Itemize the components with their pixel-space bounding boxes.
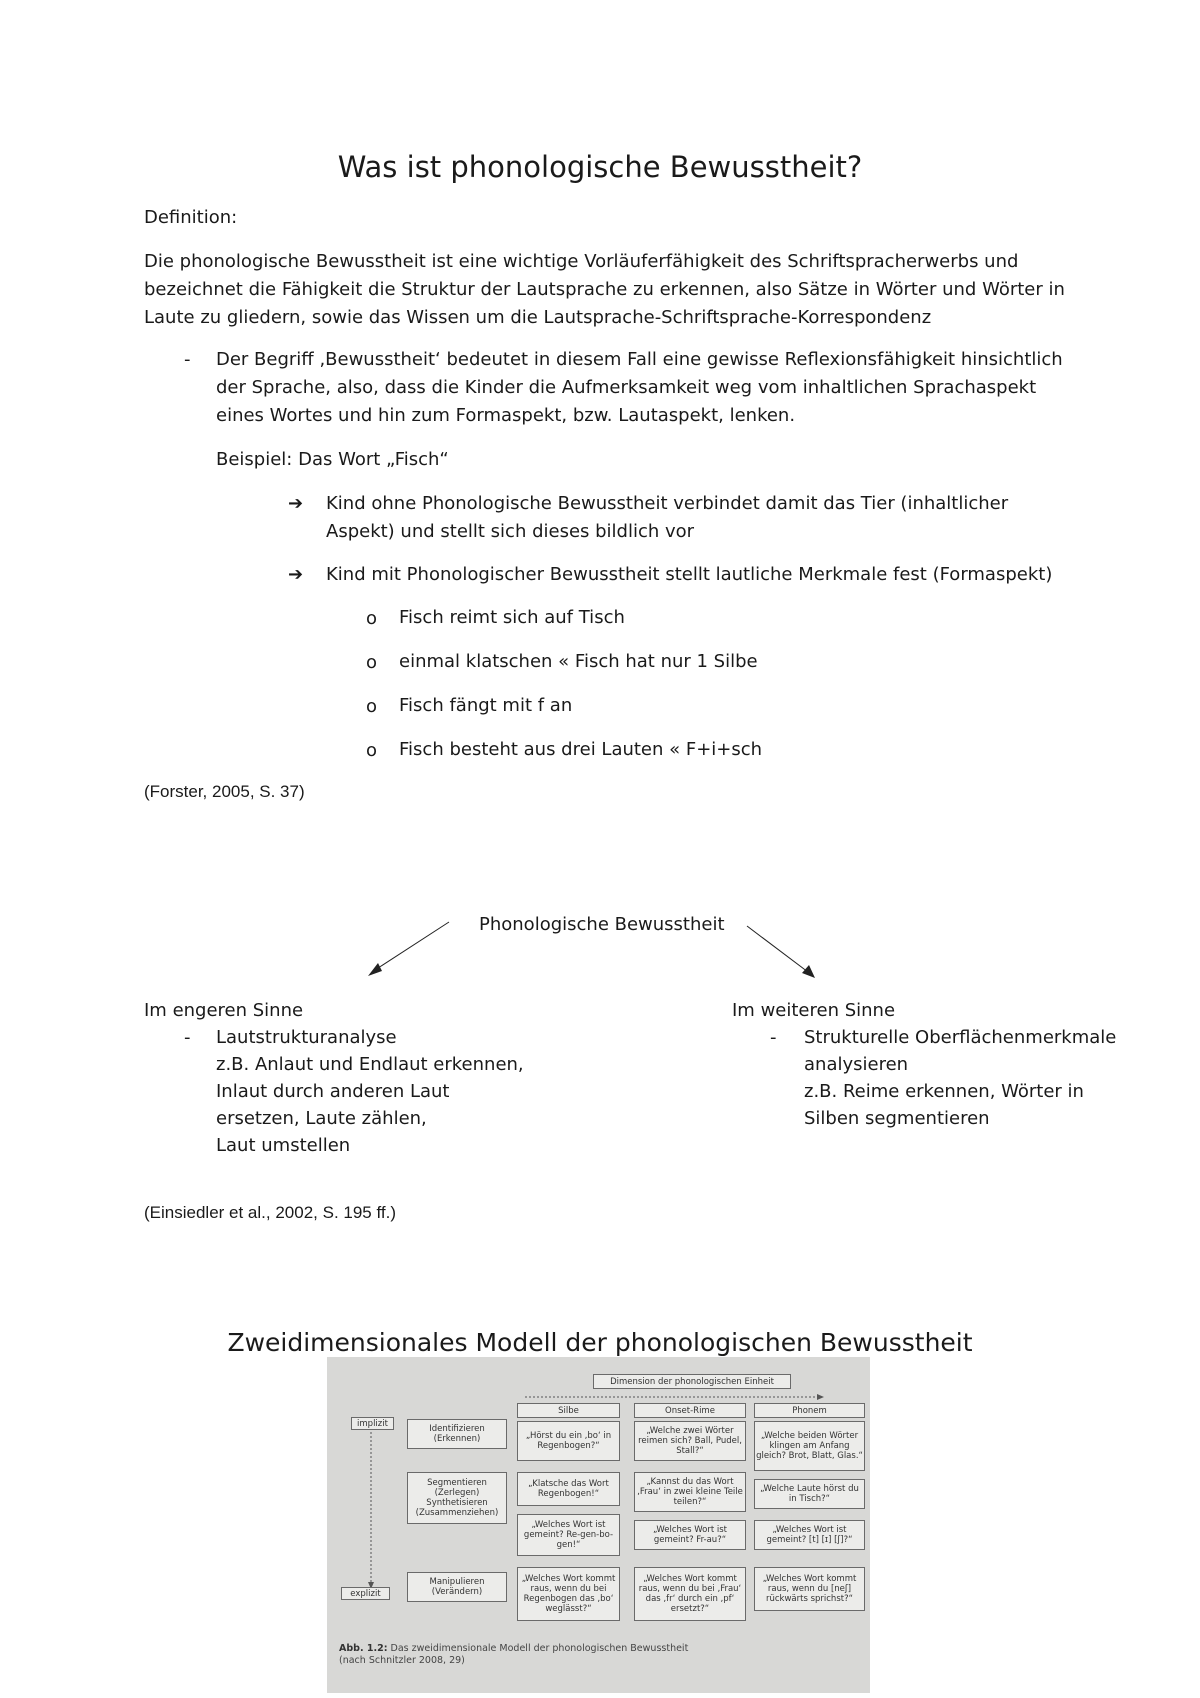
figure-cell: „Welches Wort kommt raus, wenn du [neʃ] rückwärts sprichst?“ <box>754 1567 865 1611</box>
explicit-label: explizit <box>341 1587 390 1600</box>
row-label: Manipulieren (Verändern) <box>407 1572 507 1602</box>
figure-cell: „Welches Wort ist gemeint? Fr-au?“ <box>634 1520 746 1550</box>
caption-source: (nach Schnitzler 2008, 29) <box>339 1655 465 1666</box>
right-branch-line: Strukturelle Oberflächenmerkmale <box>804 1027 1117 1048</box>
caption-label: Abb. 1.2: <box>339 1643 388 1654</box>
figure-cell: „Welche beiden Wörter klingen am Anfang gleich? Brot, Blatt, Glas.“ <box>754 1421 865 1471</box>
definition-line: bezeichnet die Fähigkeit die Struktur der Lautsprache zu erkennen, also Sätze in Wörter und Wörter in <box>144 279 1065 300</box>
arrowhead-left <box>368 963 382 976</box>
right-branch-line: z.B. Reime erkennen, Wörter in <box>804 1081 1084 1102</box>
left-branch-line: Laut umstellen <box>216 1135 351 1156</box>
sub-marker: o <box>366 652 378 673</box>
diagram-root: Phonologische Bewusstheit <box>479 914 725 935</box>
right-branch-line: analysieren <box>804 1054 909 1075</box>
sub-item: Fisch reimt sich auf Tisch <box>399 607 625 628</box>
sub-item: Fisch besteht aus drei Lauten ⁠« F+i+sch <box>399 739 763 760</box>
figure-cell: „Welches Wort ist gemeint? [t] [ɪ] [ʃ]?“ <box>754 1520 865 1550</box>
citation: (Einsiedler et al., 2002, S. 195 ff.) <box>144 1203 396 1222</box>
right-branch-heading: Im weiteren Sinne <box>732 1000 896 1021</box>
sub-item: einmal klatschen ⁠« Fisch hat nur 1 Silbe <box>399 651 758 672</box>
sub-marker: o <box>366 696 378 717</box>
figure-cell: „Welche zwei Wörter reimen sich? Ball, Pudel, Stall?“ <box>634 1421 746 1461</box>
figure-caption <box>339 1643 688 1667</box>
figure-cell: „Kannst du das Wort ‚Frau‘ in zwei kleine Teile teilen?“ <box>634 1472 746 1512</box>
figure-cell: „Klatsche das Wort Regenbogen!“ <box>517 1472 620 1506</box>
figure-cell: „Welches Wort kommt raus, wenn du bei Regenbogen das ‚bo‘ weglässt?“ <box>517 1567 620 1621</box>
bullet-line: der Sprache, also, dass die Kinder die Aufmerksamkeit weg vom inhaltlichen Sprachaspekt <box>216 377 1037 398</box>
row-label: Identifizieren (Erkennen) <box>407 1419 507 1449</box>
definition-line: Laute zu gliedern, sowie das Wissen um die Lautsprache-Schriftsprache-Korrespondenz <box>144 307 932 328</box>
column-header: Onset-Rime <box>634 1403 746 1418</box>
definition-line: Die phonologische Bewusstheit ist eine wichtige Vorläuferfähigkeit des Schriftspracherwerbs und <box>144 251 1019 272</box>
bullet-marker: - <box>770 1027 777 1048</box>
arrow-item-line: Aspekt) und stellt sich dieses bildlich vor <box>326 521 695 542</box>
model-heading: Zweidimensionales Modell der phonologischen Bewusstheit <box>227 1328 973 1357</box>
figure-cell: „Welches Wort ist gemeint? Re-gen-bo-gen!“ <box>517 1514 620 1556</box>
example-label: Beispiel: Das Wort „Fisch“ <box>216 449 449 470</box>
sub-item: Fisch fängt mit f an <box>399 695 573 716</box>
figure-cell: „Welches Wort kommt raus, wenn du bei ‚Frau‘ das ‚fr‘ durch ein ‚pf‘ ersetzt?“ <box>634 1567 746 1621</box>
arrow-icon: ➔ <box>288 564 304 585</box>
left-branch-line: Lautstrukturanalyse <box>216 1027 397 1048</box>
model-figure <box>327 1357 870 1693</box>
left-branch-heading: Im engeren Sinne <box>144 1000 304 1021</box>
bullet-line: eines Wortes und hin zum Formaspekt, bzw. Lautaspekt, lenken. <box>216 405 796 426</box>
row-label: Segmentieren (Zerlegen) Synthetisieren (Zusammenziehen) <box>407 1472 507 1524</box>
arrowhead-right <box>802 965 815 978</box>
page-title: Was ist phonologische Bewusstheit? <box>337 150 863 184</box>
figure-cell: „Welche Laute hörst du in Tisch?“ <box>754 1479 865 1509</box>
right-branch-line: Silben segmentieren <box>804 1108 990 1129</box>
left-branch-line: z.B. Anlaut und Endlaut erkennen, <box>216 1054 524 1075</box>
bullet-marker: - <box>184 1027 191 1048</box>
column-header: Silbe <box>517 1403 620 1418</box>
dimension-label: Dimension der phonologischen Einheit <box>593 1374 791 1389</box>
sub-marker: o <box>366 740 378 761</box>
figure-cell: „Hörst du ein ‚bo‘ in Regenbogen?“ <box>517 1421 620 1461</box>
column-header: Phonem <box>754 1403 865 1418</box>
left-branch-line: Inlaut durch anderen Laut <box>216 1081 450 1102</box>
sub-marker: o <box>366 608 378 629</box>
arrow-item-line: Kind mit Phonologischer Bewusstheit stellt lautliche Merkmale fest (Formaspekt) <box>326 564 1053 585</box>
bullet-marker: - <box>184 349 191 370</box>
arrow-right <box>747 926 808 972</box>
arrow-item-line: Kind ohne Phonologische Bewusstheit verbindet damit das Tier (inhaltlicher <box>326 493 1009 514</box>
arrow-left <box>375 922 449 970</box>
definition-heading: Definition: <box>144 207 238 228</box>
caption-text: Das zweidimensionale Modell der phonologischen Bewusstheit <box>390 1643 689 1654</box>
citation: (Forster, 2005, S. 37) <box>144 782 305 801</box>
implicit-label: implizit <box>351 1417 394 1430</box>
left-branch-line: ersetzen, Laute zählen, <box>216 1108 427 1129</box>
bullet-line: Der Begriff ‚Bewusstheit‘ bedeutet in diesem Fall eine gewisse Reflexionsfähigkeit hinsichtlich <box>216 349 1063 370</box>
arrow-icon: ➔ <box>288 493 304 514</box>
